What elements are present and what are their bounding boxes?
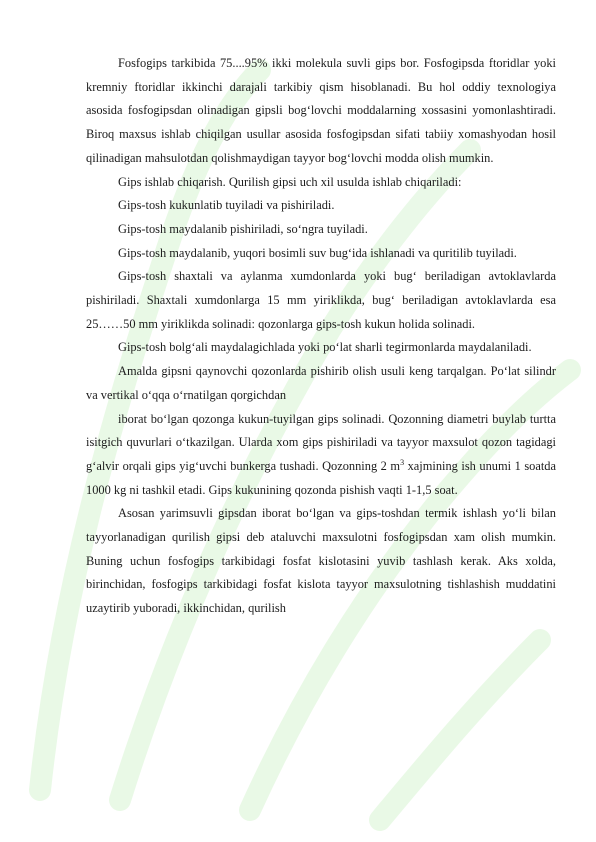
- boiler-text-part-2: xajmining ish unumi 1 soatda 1000 kg ni tashkil etadi. Gips kukunining qozonda pishish vaqti 1-1,5 soat.: [86, 458, 556, 497]
- paragraph-kilns: Gips-tosh shaxtali va aylanma xumdonlarda yoki bug‘ beriladigan avtoklavlarda pishiriladi. Shaxtali xumdonlarga 15 mm yiriklikda, bug‘ beriladigan avtoklavlarda esa 25……50 mm yiriklikda solinadi: qozonlarga gips-tosh kukun holida solinadi.: [86, 269, 556, 331]
- page-body: [86, 52, 556, 621]
- boiler-text-part-1: iborat bo‘lgan qozonga kukun-tuyilgan gips solinadi. Qozonning diametri buylab turtta isitgich quvurlari o‘tkazilgan. Ularda xom gips pishiriladi va tayyor maxsulot qozon tagidagi g‘alvir orqali gips yig‘uvchi bunkerga tushadi. Qozonning 2 m: [86, 411, 556, 473]
- paragraph-boiler-description: [86, 408, 556, 503]
- paragraph-hemihydrate: Asosan yarimsuvli gipsdan iborat bo‘lgan va gips-toshdan termik ishlash yo‘li bilan tayyorlanadigan qurilish gipsi deb ataluvchi maxsulotni fosfogipsdan xam olish mumkin. Buning uchun fosfogips tarkibidagi fosfat kislotasini yuvib tashlash kerak. Aks xolda, birinchidan, fosfogips tarkibidagi fosfat kislota tayyor maxsulotning tishlashish muddatini uzaytirib yuboradi, ikkinchidan, qurilish: [86, 506, 556, 616]
- paragraph-fosfogips-intro: Fosfogips tarkibida 75....95% ikki molekula suvli gips bor. Fosfogipsda ftoridlar yoki kremniy ftoridlar ikkinchi darajali tarkibiy qism hisoblanadi. Bu hol oddiy texnologiya asosida fosfogipsdan olinadigan gipsli bog‘lovchi moddalarning xossasini yomonlashtiradi. Biroq maxsus ishlab chiqilgan usullar asosida fosfogipsdan sifati tabiiy xomashyodan hosil qilinadigan mahsulotdan qolishmaydigan tayyor bog‘lovchi modda olish mumkin.: [86, 56, 556, 165]
- paragraph-method-3: Gips-tosh maydalanib, yuqori bosimli suv bug‘ida ishlanadi va quritilib tuyiladi.: [118, 245, 517, 260]
- paragraph-boiling-method: Amalda gipsni qaynovchi qozonlarda pishirib olish usuli keng tarqalgan. Po‘lat silindr va vertikal o‘qqa o‘rnatilgan qorgichdan: [86, 364, 556, 402]
- cubic-superscript: 3: [400, 457, 405, 467]
- paragraph-method-1: Gips-tosh kukunlatib tuyiladi va pishiriladi.: [118, 198, 335, 213]
- watermark-stroke: [380, 640, 540, 820]
- paragraph-method-2: Gips-tosh maydalanib pishiriladi, so‘ngra tuyiladi.: [118, 221, 368, 236]
- paragraph-crushing: Gips-tosh bolg‘ali maydalagichlada yoki po‘lat sharli tegirmonlarda maydalaniladi.: [118, 340, 532, 355]
- paragraph-gips-production: Gips ishlab chiqarish. Qurilish gipsi uch xil usulda ishlab chiqariladi:: [118, 174, 462, 189]
